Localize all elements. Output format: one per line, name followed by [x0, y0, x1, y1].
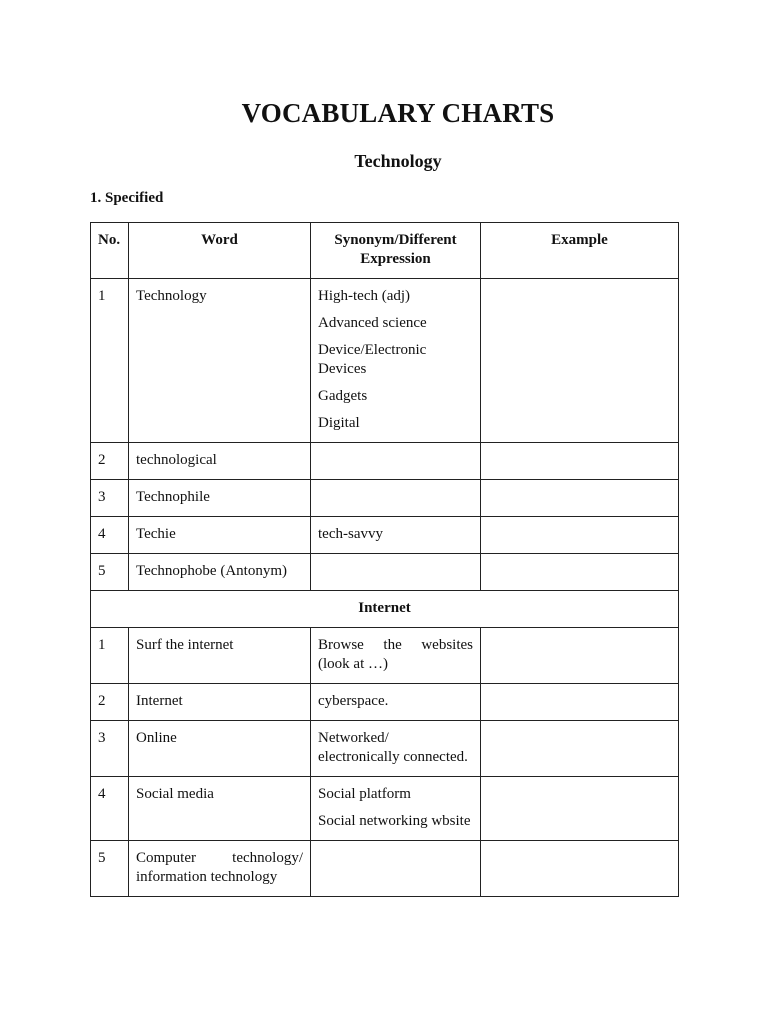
table-row: [91, 777, 679, 841]
cell-example: [481, 279, 679, 443]
synonym-line: Social platform: [318, 786, 411, 802]
table-row: [91, 684, 679, 721]
section-title: Internet: [91, 591, 679, 628]
cell-synonym: cyberspace.: [311, 684, 481, 721]
cell-synonym: [311, 480, 481, 517]
cell-no: 1: [91, 279, 129, 443]
cell-example: [481, 721, 679, 777]
cell-synonym: tech-savvy: [311, 517, 481, 554]
table-header-row: [91, 223, 679, 279]
cell-word: Surf the internet: [129, 628, 311, 684]
header-synonym: Synonym/Different Expression: [311, 223, 481, 279]
header-word: Word: [129, 223, 311, 279]
section-label: 1. Specified: [90, 190, 164, 206]
cell-no: 4: [91, 517, 129, 554]
table-row: [91, 480, 679, 517]
cell-example: [481, 777, 679, 841]
cell-word: Technophile: [129, 480, 311, 517]
table-row: [91, 841, 679, 897]
cell-word: Online: [129, 721, 311, 777]
page-subtitle: Technology: [354, 151, 442, 171]
cell-synonym: [311, 777, 481, 841]
cell-word: Technology: [129, 279, 311, 443]
cell-synonym: [311, 841, 481, 897]
cell-example: [481, 554, 679, 591]
cell-word: Internet: [129, 684, 311, 721]
cell-no: 5: [91, 554, 129, 591]
cell-word: Techie: [129, 517, 311, 554]
table-row: [91, 628, 679, 684]
synonym-line: Digital: [318, 415, 360, 431]
header-example: Example: [481, 223, 679, 279]
section-row-internet: [91, 591, 679, 628]
synonym-line: Gadgets: [318, 388, 368, 404]
synonym-line: High-tech (adj): [318, 288, 411, 304]
cell-example: [481, 480, 679, 517]
cell-word: Computer technology/ information technology: [129, 841, 311, 897]
page-title: VOCABULARY CHARTS: [241, 98, 555, 128]
header-no: No.: [91, 223, 129, 279]
cell-word: technological: [129, 443, 311, 480]
cell-no: 1: [91, 628, 129, 684]
table-row: [91, 721, 679, 777]
cell-synonym: [311, 443, 481, 480]
table-row: [91, 443, 679, 480]
table-row: [91, 279, 679, 443]
vocabulary-table: [90, 222, 679, 897]
cell-no: 2: [91, 443, 129, 480]
table-row: [91, 554, 679, 591]
table-row: [91, 517, 679, 554]
cell-no: 5: [91, 841, 129, 897]
synonym-line: Device/Electronic Devices: [318, 342, 427, 377]
cell-word: Social media: [129, 777, 311, 841]
cell-no: 2: [91, 684, 129, 721]
cell-example: [481, 841, 679, 897]
synonym-line: Advanced science: [318, 315, 427, 331]
cell-synonym: [311, 279, 481, 443]
cell-no: 4: [91, 777, 129, 841]
cell-synonym: [311, 554, 481, 591]
cell-synonym: Browse the websites (look at …): [311, 628, 481, 684]
synonym-line: Social networking wbsite: [318, 813, 471, 829]
cell-example: [481, 443, 679, 480]
cell-example: [481, 684, 679, 721]
cell-synonym: Networked/ electronically connected.: [311, 721, 481, 777]
cell-word: Technophobe (Antonym): [129, 554, 311, 591]
cell-example: [481, 628, 679, 684]
cell-no: 3: [91, 480, 129, 517]
cell-no: 3: [91, 721, 129, 777]
cell-example: [481, 517, 679, 554]
